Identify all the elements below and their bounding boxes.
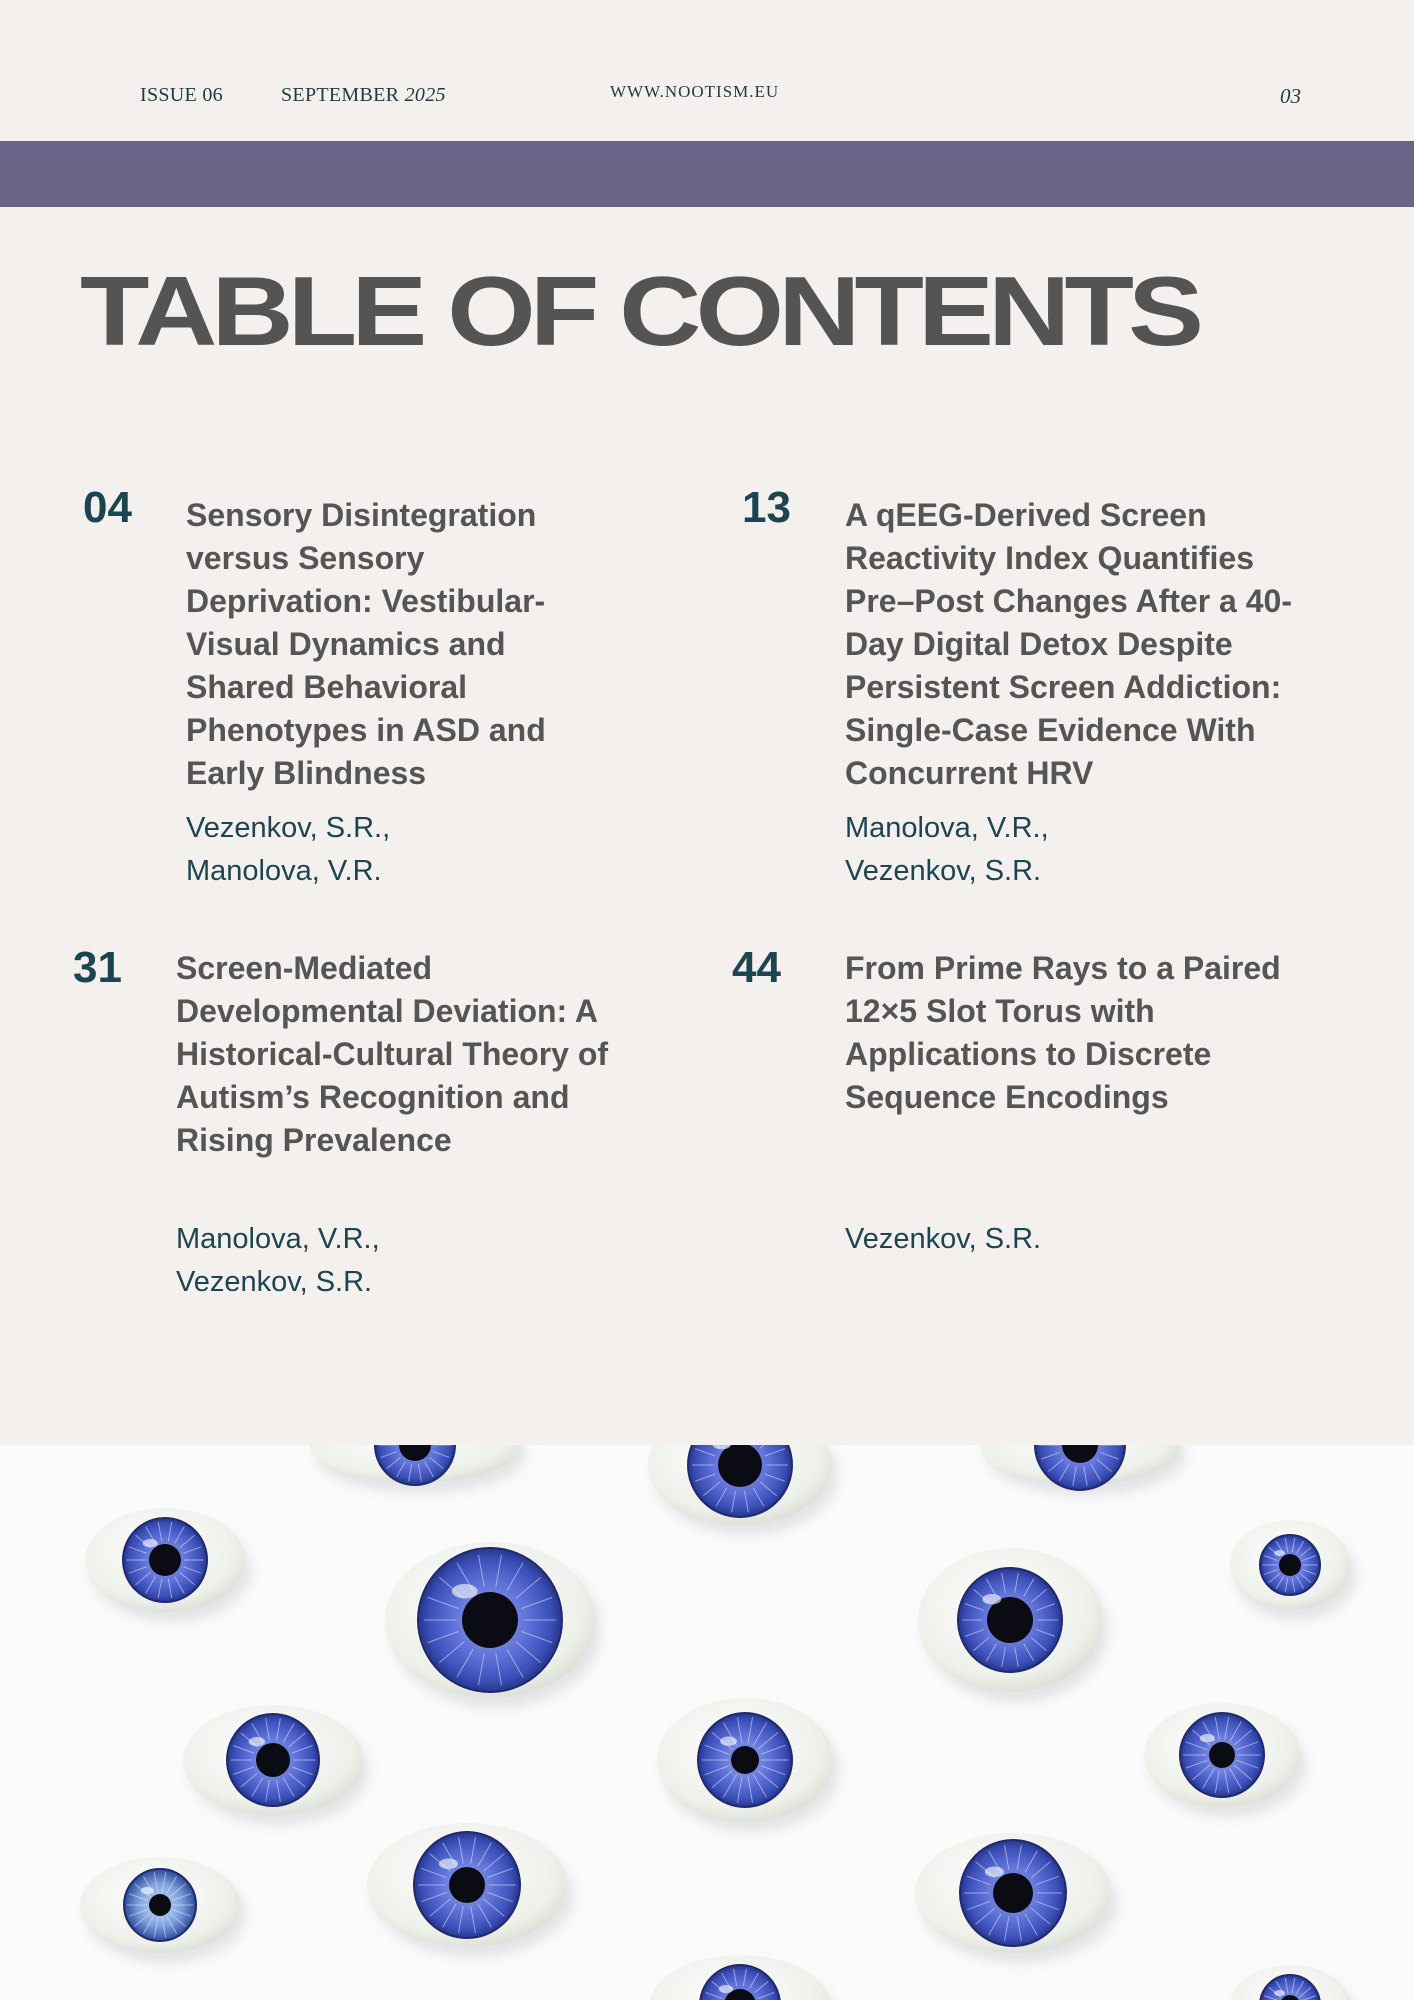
- entry-author: Vezenkov, S.R.: [845, 1223, 1042, 1255]
- entry-title: Sensory Disintegration versus Sensory Deprivation: Vestibular-Visual Dynamics and Shared Behavioral Phenotypes in ASD and Early Blindness: [186, 497, 546, 791]
- entry-authors: [845, 807, 1049, 893]
- prosthetic-eye: [918, 1548, 1108, 1702]
- eye-highlight: [143, 1539, 158, 1547]
- entry-page-number: 04: [83, 483, 132, 532]
- prosthetic-eye: [657, 1698, 839, 1832]
- prosthetic-eye: [1144, 1703, 1306, 1817]
- entry-author: Manolova, V.R.: [186, 855, 382, 887]
- eye-pupil: [718, 1445, 762, 1487]
- entry-author: Vezenkov, S.R.,: [186, 812, 391, 844]
- page-header: [0, 0, 1414, 141]
- eye-pupil: [149, 1544, 181, 1576]
- prosthetic-eye: [367, 1823, 573, 1957]
- header-color-band: [0, 141, 1414, 207]
- eye-pupil: [731, 1746, 759, 1774]
- entry-author: Vezenkov, S.R.: [845, 855, 1042, 887]
- eye-pupil: [149, 1894, 171, 1916]
- entry-authors: [176, 1218, 380, 1304]
- eye-highlight: [719, 1985, 733, 1993]
- entry-author: Manolova, V.R.,: [176, 1223, 380, 1255]
- eye-highlight: [982, 1594, 1001, 1604]
- entry-authors: [845, 1218, 1041, 1261]
- entry-page-number: 44: [732, 943, 781, 992]
- prosthetic-eye: [80, 1857, 246, 1963]
- entry-author: Vezenkov, S.R.: [176, 1266, 373, 1298]
- eye-pupil: [1279, 1554, 1301, 1576]
- prosthetic-eye: [1230, 1965, 1356, 2000]
- toc-heading: TABLE OF CONTENTS: [80, 256, 1199, 366]
- eyes-illustration: [0, 1445, 1414, 2000]
- entry-authors: [186, 807, 390, 893]
- prosthetic-eye: [183, 1705, 369, 1825]
- prosthetic-eye: [385, 1542, 601, 1708]
- entry-page-number: 13: [742, 483, 791, 532]
- issue-date: [281, 84, 446, 107]
- eyes-photo: [0, 1445, 1414, 2000]
- eye-highlight: [452, 1584, 478, 1598]
- eye-highlight: [985, 1867, 1004, 1878]
- eye-pupil: [993, 1873, 1033, 1913]
- entry-title: From Prime Rays to a Paired 12×5 Slot Torus with Applications to Discrete Sequence Encodings: [845, 950, 1281, 1115]
- eye-highlight: [1274, 1990, 1285, 1996]
- eye-highlight: [249, 1737, 266, 1746]
- website-url[interactable]: WWW.NOOTISM.EU: [610, 82, 780, 101]
- eye-pupil: [1209, 1742, 1235, 1768]
- issue-year: 2025: [404, 84, 446, 106]
- prosthetic-eye: [648, 1445, 838, 1535]
- page-number: 03: [1280, 84, 1301, 108]
- entry-title: Screen-Mediated Developmental Deviation: A Historical-Cultural Theory of Autism’s Recognition and Rising Prevalence: [176, 950, 609, 1158]
- prosthetic-eye: [85, 1508, 251, 1622]
- entry-title: A qEEG-Derived Screen Reactivity Index Quantifies Pre–Post Changes After a 40-Day Digital Detox Despite Persistent Screen Addiction: Single-Case Evidence With Concurrent HRV: [845, 497, 1292, 791]
- eye-highlight: [439, 1859, 458, 1870]
- issue-number: ISSUE 06: [140, 84, 223, 106]
- prosthetic-eye: [650, 1955, 836, 2000]
- entry-page-number: 31: [73, 943, 122, 992]
- eye-pupil: [449, 1867, 485, 1903]
- eye-highlight: [1274, 1550, 1285, 1556]
- issue-month: SEPTEMBER: [281, 84, 400, 106]
- eye-highlight: [1200, 1734, 1215, 1742]
- eye-pupil: [256, 1743, 290, 1777]
- eye-highlight: [720, 1737, 737, 1746]
- prosthetic-eye: [1230, 1520, 1356, 1620]
- eye-pupil: [462, 1592, 518, 1648]
- prosthetic-eye: [980, 1445, 1186, 1495]
- entry-author: Manolova, V.R.,: [845, 812, 1049, 844]
- prosthetic-eye: [915, 1833, 1117, 1963]
- eye-highlight: [141, 1887, 154, 1894]
- prosthetic-eye: [310, 1445, 526, 1493]
